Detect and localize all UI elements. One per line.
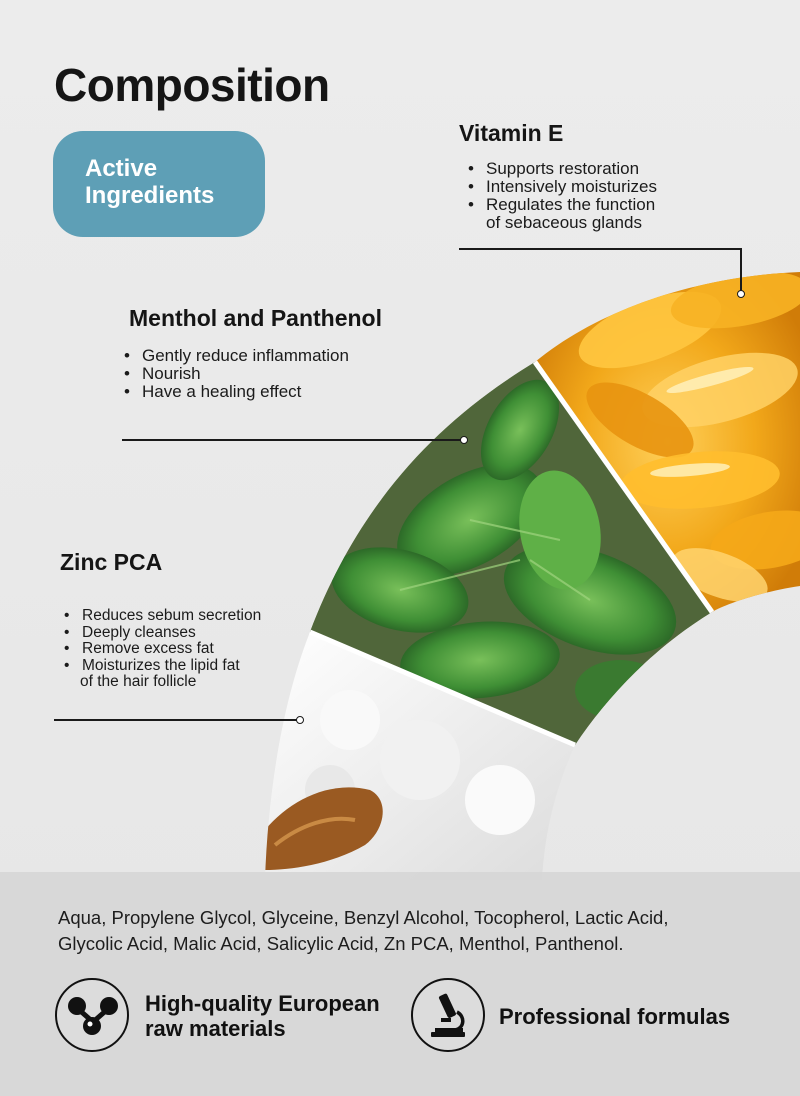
list-item: • Deeply cleanses: [62, 625, 261, 642]
list-item: • Moisturizes the lipid fat: [62, 658, 261, 675]
zinc-pointer-dot: [296, 716, 304, 724]
menthol-title: Menthol and Panthenol: [129, 305, 382, 331]
vitamin-e-title: Vitamin E: [459, 120, 564, 146]
list-item: • Supports restoration: [466, 160, 657, 178]
inci-line1: Aqua, Propylene Glycol, Glyceine, Benzyl Alcohol, Tocopherol, Lactic Acid,: [58, 907, 669, 928]
inci-line2: Glycolic Acid, Malic Acid, Salicylic Acid, Zn PCA, Menthol, Panthenol.: [58, 933, 624, 954]
badge-line1: Active: [85, 155, 158, 182]
list-item: • Remove excess fat: [62, 641, 261, 658]
vitamin-e-leader-line: [459, 248, 742, 250]
list-item: • Have a healing effect: [122, 383, 349, 401]
inci-ingredients: [58, 905, 778, 957]
badge-line2: Ingredients: [85, 182, 215, 209]
menthol-pointer-dot: [460, 436, 468, 444]
feature-european-materials: [145, 991, 380, 1041]
list-item: • Regulates the function: [466, 196, 657, 214]
menthol-list: [122, 347, 349, 401]
list-item-continuation: of sebaceous glands: [486, 213, 642, 232]
list-item: • Intensively moisturizes: [466, 178, 657, 196]
list-item: • Gently reduce inflammation: [122, 347, 349, 365]
molecule-icon: [55, 978, 129, 1052]
page-title: Composition: [54, 59, 330, 111]
zinc-leader-line: [54, 719, 298, 721]
list-item: • Nourish: [122, 365, 349, 383]
microscope-icon: [411, 978, 485, 1052]
list-item: • Reduces sebum secretion: [62, 608, 261, 625]
feature-line1: High-quality European: [145, 991, 380, 1016]
vitamin-e-pointer-dot: [737, 290, 745, 298]
feature-professional-formulas: Professional formulas: [499, 1004, 731, 1029]
zinc-title: Zinc PCA: [60, 549, 163, 575]
active-ingredients-badge: [53, 131, 265, 237]
zinc-list: [62, 608, 261, 691]
feature-line2: raw materials: [145, 1016, 286, 1041]
vitamin-e-leader-drop: [740, 248, 742, 294]
menthol-leader-line: [122, 439, 462, 441]
vitamin-e-list: [466, 160, 657, 232]
list-item-continuation: of the hair follicle: [80, 673, 197, 690]
